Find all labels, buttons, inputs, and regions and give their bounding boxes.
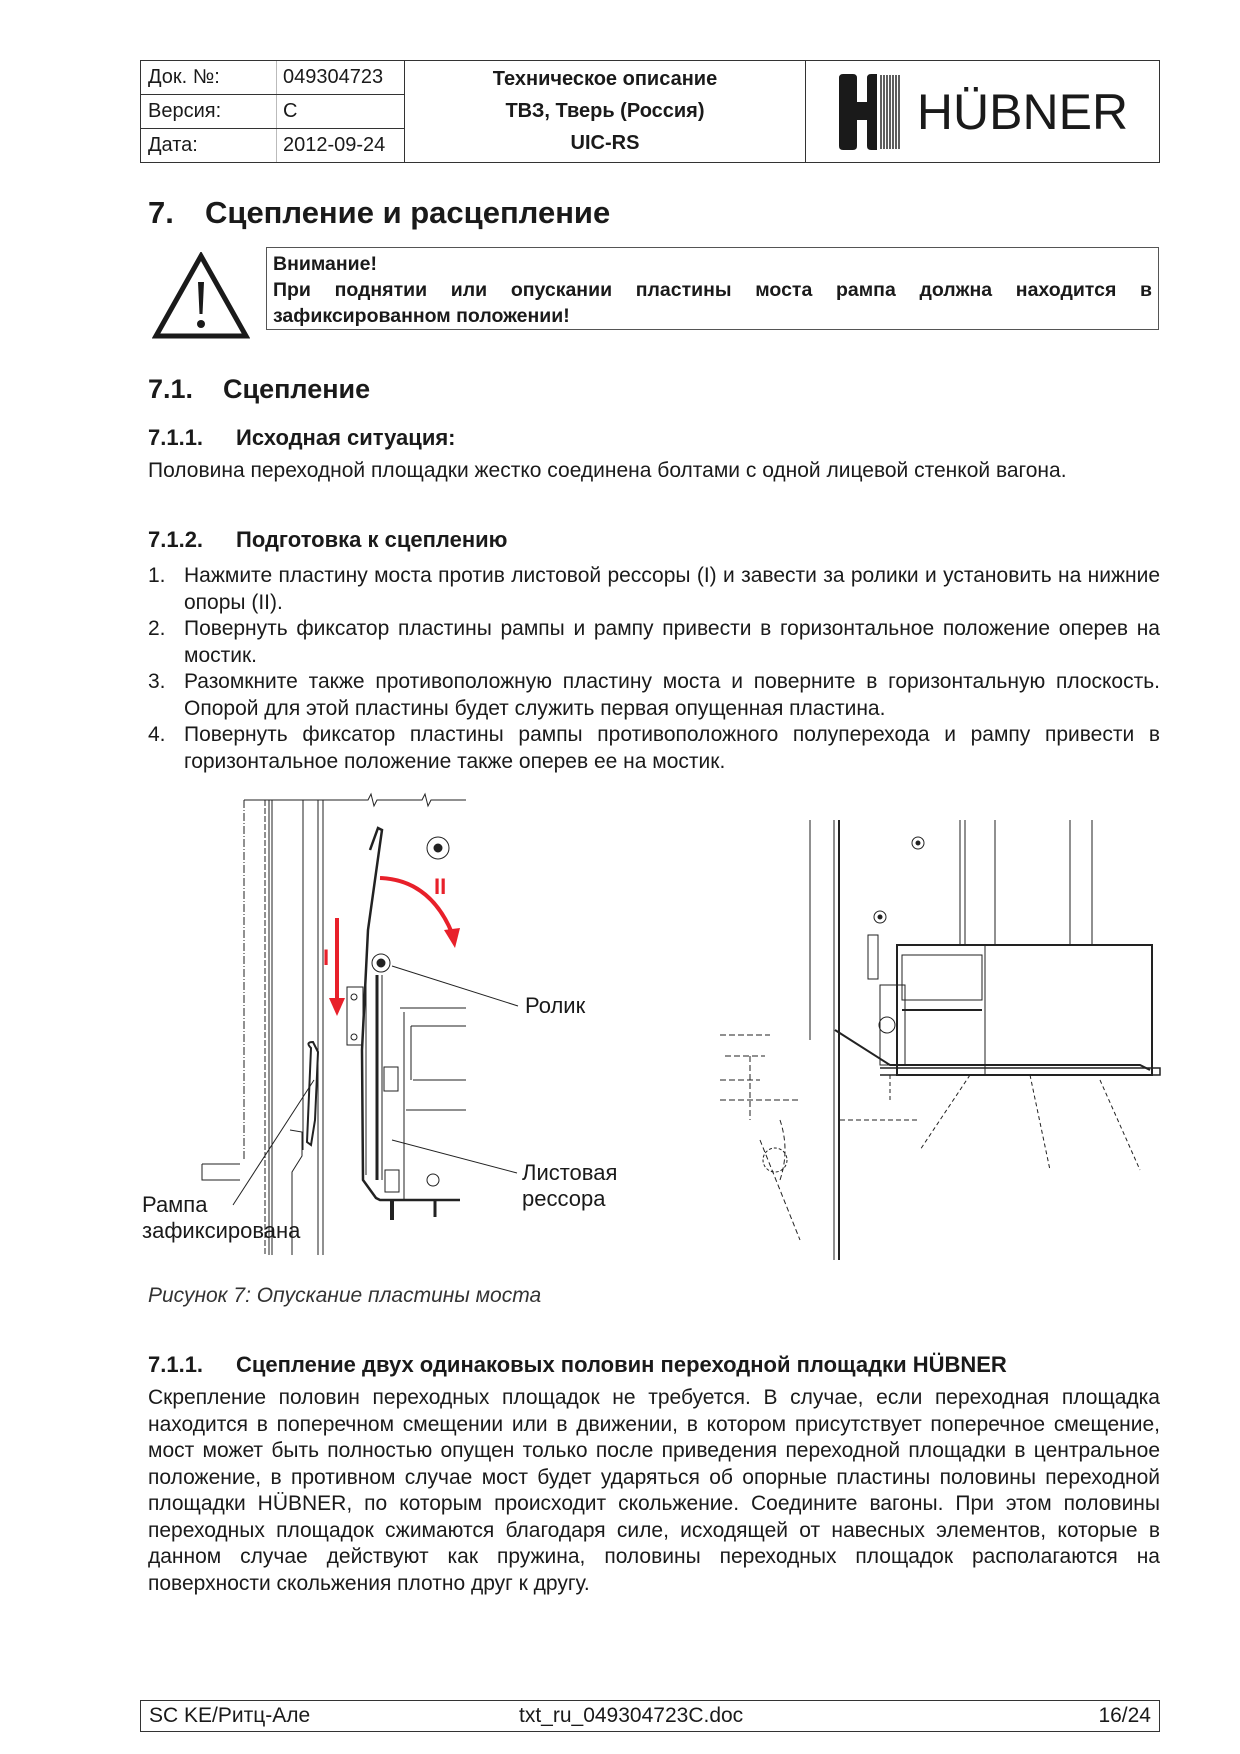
heading-coupling-preparation [148, 527, 507, 553]
step-number: 3. [148, 670, 166, 693]
doc-number-row [141, 61, 404, 95]
heading-title: Исходная ситуация: [236, 425, 456, 450]
coupling-identical-halves-text: Скрепление половин переходных площадок не требуется. В случае, если переходная площадка находится в поперечном смещении или в движении, в котором присутствует поперечное смещение, мост может быть полностью опущен только после приведения переходной площадки в центральное положение, в противном случае мост будет ударяться об опорные пластины половины переходной площадки HÜBNER, по которым происходит скольжение. Соедините вагоны. При этом половины переходных площадок сжимаются благодаря силе, исходящей от навесных элементов, которые в данном случае действуют как пружина, половины переходных площадок располагаются на поверхности скольжения плотно друг к другу. [148, 1386, 1160, 1595]
heading-number: 7.1.2. [148, 527, 204, 552]
section-heading [148, 195, 610, 231]
arrow-ii-label: II [434, 874, 447, 899]
ramp-fixed-label-line-2: зафиксирована [142, 1218, 301, 1243]
leaf-spring-label-line-2: рессора [522, 1186, 606, 1211]
warning-box [266, 247, 1159, 330]
heading-title: Сцепление двух одинаковых половин переходной площадки HÜBNER [236, 1352, 1007, 1377]
hubner-logo-mark-icon [837, 72, 907, 152]
date-label: Дата: [141, 129, 277, 162]
subsection-title: Сцепление [223, 374, 371, 404]
step-number: 2. [148, 617, 166, 640]
technical-drawing-right [720, 820, 1170, 1260]
arrow-i-label: I [323, 945, 330, 970]
warning-triangle-icon [152, 252, 250, 340]
section-title: Сцепление и расцепление [205, 195, 611, 230]
footer-page-number: 16/24 [1098, 1704, 1151, 1727]
footer-filename: txt_ru_049304723C.doc [519, 1704, 744, 1727]
footer-author: SC KE/Ритц-Але [149, 1704, 311, 1727]
subsection-heading [148, 374, 370, 405]
arrow-i-icon [329, 918, 345, 1016]
warning-text: При поднятии или опускании пластины моста рампа должна находится в зафиксированном положении! [273, 279, 1152, 327]
date-row [141, 129, 404, 162]
document-footer [140, 1700, 1160, 1732]
step-number: 1. [148, 564, 166, 587]
figure-bridge-plate-lowering [130, 780, 1170, 1300]
step-text: Нажмите пластину моста против листовой рессоры (I) и завести за ролики и установить на нижние опоры (II). [184, 564, 1160, 614]
hubner-logo [806, 61, 1159, 162]
step-text: Повернуть фиксатор пластины рампы и рампу привести в горизонтальное положение оперев на мостик. [184, 617, 1160, 667]
step-item [148, 563, 1160, 616]
step-text: Разомкните также противоположную пластину моста и поверните в горизонтальную плоскость. Опорой для этой пластины будет служить первая опущенная пластина. [184, 670, 1160, 720]
initial-situation-text: Половина переходной площадки жестко соединена болтами с одной лицевой стенкой вагона. [148, 459, 1067, 482]
heading-coupling-identical-halves [148, 1352, 1007, 1378]
logo-text: HÜBNER [916, 83, 1129, 140]
header-title-line-1: Техническое описание [492, 67, 718, 90]
leaf-spring-label [522, 1160, 617, 1212]
heading-initial-situation [148, 425, 456, 451]
heading-title: Подготовка к сцеплению [236, 527, 508, 552]
header-meta [141, 61, 405, 162]
step-item [148, 722, 1160, 775]
roller-label: Ролик [525, 993, 586, 1018]
doc-number-label: Док. №: [141, 61, 277, 94]
subsection-number: 7.1. [148, 374, 194, 404]
version-value: C [283, 100, 298, 122]
preparation-steps [148, 563, 1160, 775]
version-row [141, 95, 404, 129]
ramp-fixed-label [142, 1192, 300, 1244]
arrow-ii-icon [380, 878, 460, 948]
document-header [140, 60, 1160, 163]
step-item [148, 616, 1160, 669]
header-title-line-3: UIC-RS [570, 132, 640, 155]
step-number: 4. [148, 723, 166, 746]
section-number: 7. [148, 195, 174, 230]
date-value: 2012-09-24 [283, 134, 386, 156]
doc-number-value: 049304723 [283, 66, 384, 88]
heading-number: 7.1.1. [148, 425, 204, 450]
leaf-spring-label-line-1: Листовая [522, 1160, 618, 1185]
step-item [148, 669, 1160, 722]
heading-number: 7.1.1. [148, 1352, 204, 1377]
header-title [405, 61, 806, 162]
ramp-fixed-label-line-1: Рампа [142, 1192, 208, 1217]
header-title-line-2: ТВЗ, Тверь (Россия) [505, 99, 705, 122]
step-text: Повернуть фиксатор пластины рампы противоположного полуперехода и рампу привести в горизонтальное положение также оперев ее на мостик. [184, 723, 1160, 773]
warning-title: Внимание! [273, 253, 377, 275]
version-label: Версия: [141, 95, 277, 128]
figure-caption: Рисунок 7: Опускание пластины моста [148, 1284, 542, 1307]
